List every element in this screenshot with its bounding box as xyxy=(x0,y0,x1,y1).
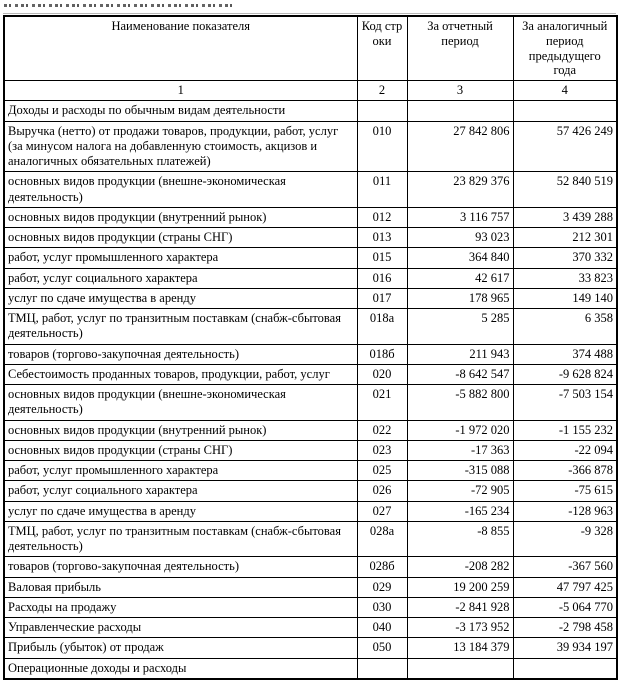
row-line-code-cell: 012 xyxy=(357,207,407,227)
table-row xyxy=(4,440,617,460)
row-current-value-cell: -2 841 928 xyxy=(407,597,513,617)
row-current-value-cell: 5 285 xyxy=(407,309,513,345)
row-line-code-cell: 029 xyxy=(357,577,407,597)
table-row xyxy=(4,228,617,248)
row-indicator-name-cell: основных видов продукции (внешне-экономическая деятельность) xyxy=(4,172,357,208)
row-current-value-cell: 364 840 xyxy=(407,248,513,268)
row-current-value-cell xyxy=(407,101,513,121)
row-previous-value-cell: 374 488 xyxy=(513,344,617,364)
table-row xyxy=(4,501,617,521)
row-line-code-cell: 022 xyxy=(357,420,407,440)
row-indicator-name-cell: Операционные доходы и расходы xyxy=(4,658,357,679)
table-row xyxy=(4,288,617,308)
row-indicator-name-cell: основных видов продукции (внешне-экономическая деятельность) xyxy=(4,385,357,421)
row-line-code-cell: 020 xyxy=(357,364,407,384)
row-line-code-cell: 030 xyxy=(357,597,407,617)
table-top-hairline xyxy=(3,13,616,14)
col-index-1: 1 xyxy=(4,81,357,101)
row-current-value-cell: 13 184 379 xyxy=(407,638,513,658)
row-current-value-cell xyxy=(407,658,513,679)
column-index-row xyxy=(4,81,617,101)
table-row xyxy=(4,248,617,268)
row-indicator-name-cell: основных видов продукции (внутренний рынок) xyxy=(4,207,357,227)
table-row xyxy=(4,521,617,557)
row-indicator-name-cell: Валовая прибыль xyxy=(4,577,357,597)
row-previous-value-cell: 57 426 249 xyxy=(513,121,617,172)
row-previous-value-cell: -5 064 770 xyxy=(513,597,617,617)
col-index-3: 3 xyxy=(407,81,513,101)
row-previous-value-cell: 52 840 519 xyxy=(513,172,617,208)
col-header-reporting-period: За отчетный период xyxy=(407,16,513,81)
clipped-text-fragment xyxy=(4,4,232,7)
row-indicator-name-cell: услуг по сдаче имущества в аренду xyxy=(4,501,357,521)
row-current-value-cell: -165 234 xyxy=(407,501,513,521)
row-previous-value-cell: -9 628 824 xyxy=(513,364,617,384)
row-line-code-cell: 010 xyxy=(357,121,407,172)
table-row xyxy=(4,385,617,421)
row-line-code-cell: 011 xyxy=(357,172,407,208)
row-line-code-cell xyxy=(357,101,407,121)
row-line-code-cell: 015 xyxy=(357,248,407,268)
row-indicator-name-cell: товаров (торгово-закупочная деятельность) xyxy=(4,344,357,364)
col-header-line-code: Код строки xyxy=(357,16,407,81)
row-line-code-cell: 028б xyxy=(357,557,407,577)
table-row xyxy=(4,618,617,638)
row-current-value-cell: 93 023 xyxy=(407,228,513,248)
row-current-value-cell: -315 088 xyxy=(407,461,513,481)
table-body xyxy=(4,101,617,679)
table-row xyxy=(4,420,617,440)
row-previous-value-cell: -9 328 xyxy=(513,521,617,557)
row-previous-value-cell: -7 503 154 xyxy=(513,385,617,421)
row-line-code-cell: 016 xyxy=(357,268,407,288)
row-current-value-cell: 19 200 259 xyxy=(407,577,513,597)
row-indicator-name-cell: работ, услуг промышленного характера xyxy=(4,461,357,481)
row-current-value-cell: -8 855 xyxy=(407,521,513,557)
table-row xyxy=(4,101,617,121)
row-indicator-name-cell: основных видов продукции (страны СНГ) xyxy=(4,440,357,460)
row-previous-value-cell xyxy=(513,658,617,679)
row-line-code-cell: 018а xyxy=(357,309,407,345)
table-row xyxy=(4,344,617,364)
row-indicator-name-cell: товаров (торгово-закупочная деятельность) xyxy=(4,557,357,577)
row-current-value-cell: -17 363 xyxy=(407,440,513,460)
table-row xyxy=(4,364,617,384)
row-indicator-name-cell: услуг по сдаче имущества в аренду xyxy=(4,288,357,308)
row-previous-value-cell xyxy=(513,101,617,121)
table-row xyxy=(4,172,617,208)
row-indicator-name-cell: работ, услуг промышленного характера xyxy=(4,248,357,268)
row-previous-value-cell: -128 963 xyxy=(513,501,617,521)
table-row xyxy=(4,268,617,288)
row-line-code-cell: 023 xyxy=(357,440,407,460)
financial-statement-table xyxy=(3,15,618,680)
row-previous-value-cell: -2 798 458 xyxy=(513,618,617,638)
row-indicator-name-cell: Доходы и расходы по обычным видам деятельности xyxy=(4,101,357,121)
row-line-code-cell: 028а xyxy=(357,521,407,557)
col-index-2: 2 xyxy=(357,81,407,101)
row-current-value-cell: 42 617 xyxy=(407,268,513,288)
row-line-code-cell: 040 xyxy=(357,618,407,638)
row-current-value-cell: -208 282 xyxy=(407,557,513,577)
row-previous-value-cell: 39 934 197 xyxy=(513,638,617,658)
row-indicator-name-cell: Себестоимость проданных товаров, продукции, работ, услуг xyxy=(4,364,357,384)
col-header-previous-period: За аналогичный период предыдущего года xyxy=(513,16,617,81)
row-current-value-cell: 3 116 757 xyxy=(407,207,513,227)
table-row xyxy=(4,597,617,617)
row-line-code-cell: 017 xyxy=(357,288,407,308)
row-line-code-cell: 025 xyxy=(357,461,407,481)
row-indicator-name-cell: Выручка (нетто) от продажи товаров, продукции, работ, услуг (за минусом налога на добавленную стоимость, акцизов и аналогичных обязательных платежей) xyxy=(4,121,357,172)
table-row xyxy=(4,121,617,172)
row-indicator-name-cell: ТМЦ, работ, услуг по транзитным поставкам (снабж-сбытовая деятельность) xyxy=(4,521,357,557)
row-line-code-cell xyxy=(357,658,407,679)
row-indicator-name-cell: Расходы на продажу xyxy=(4,597,357,617)
row-indicator-name-cell: работ, услуг социального характера xyxy=(4,481,357,501)
row-previous-value-cell: -367 560 xyxy=(513,557,617,577)
table-row xyxy=(4,557,617,577)
row-indicator-name-cell: Прибыль (убыток) от продаж xyxy=(4,638,357,658)
row-previous-value-cell: 6 358 xyxy=(513,309,617,345)
table-row xyxy=(4,309,617,345)
row-current-value-cell: 211 943 xyxy=(407,344,513,364)
row-indicator-name-cell: основных видов продукции (внутренний рынок) xyxy=(4,420,357,440)
row-line-code-cell: 050 xyxy=(357,638,407,658)
table-row xyxy=(4,461,617,481)
row-current-value-cell: -1 972 020 xyxy=(407,420,513,440)
row-line-code-cell: 021 xyxy=(357,385,407,421)
table-row xyxy=(4,481,617,501)
row-previous-value-cell: 149 140 xyxy=(513,288,617,308)
row-indicator-name-cell: Управленческие расходы xyxy=(4,618,357,638)
row-current-value-cell: -8 642 547 xyxy=(407,364,513,384)
table-row xyxy=(4,638,617,658)
row-previous-value-cell: 47 797 425 xyxy=(513,577,617,597)
row-current-value-cell: 23 829 376 xyxy=(407,172,513,208)
row-previous-value-cell: 3 439 288 xyxy=(513,207,617,227)
row-previous-value-cell: -22 094 xyxy=(513,440,617,460)
table-row xyxy=(4,577,617,597)
table-header xyxy=(4,16,617,101)
row-line-code-cell: 027 xyxy=(357,501,407,521)
row-current-value-cell: -3 173 952 xyxy=(407,618,513,638)
row-line-code-cell: 026 xyxy=(357,481,407,501)
row-indicator-name-cell: ТМЦ, работ, услуг по транзитным поставкам (снабж-сбытовая деятельность) xyxy=(4,309,357,345)
row-previous-value-cell: 212 301 xyxy=(513,228,617,248)
table-row xyxy=(4,207,617,227)
row-previous-value-cell: -1 155 232 xyxy=(513,420,617,440)
col-index-4: 4 xyxy=(513,81,617,101)
row-line-code-cell: 018б xyxy=(357,344,407,364)
row-current-value-cell: 27 842 806 xyxy=(407,121,513,172)
row-previous-value-cell: 370 332 xyxy=(513,248,617,268)
row-current-value-cell: 178 965 xyxy=(407,288,513,308)
table-row xyxy=(4,658,617,679)
row-previous-value-cell: -75 615 xyxy=(513,481,617,501)
row-current-value-cell: -5 882 800 xyxy=(407,385,513,421)
col-header-indicator-name: Наименование показателя xyxy=(4,16,357,81)
header-row xyxy=(4,16,617,81)
row-line-code-cell: 013 xyxy=(357,228,407,248)
row-indicator-name-cell: работ, услуг социального характера xyxy=(4,268,357,288)
row-indicator-name-cell: основных видов продукции (страны СНГ) xyxy=(4,228,357,248)
row-previous-value-cell: -366 878 xyxy=(513,461,617,481)
row-current-value-cell: -72 905 xyxy=(407,481,513,501)
row-previous-value-cell: 33 823 xyxy=(513,268,617,288)
